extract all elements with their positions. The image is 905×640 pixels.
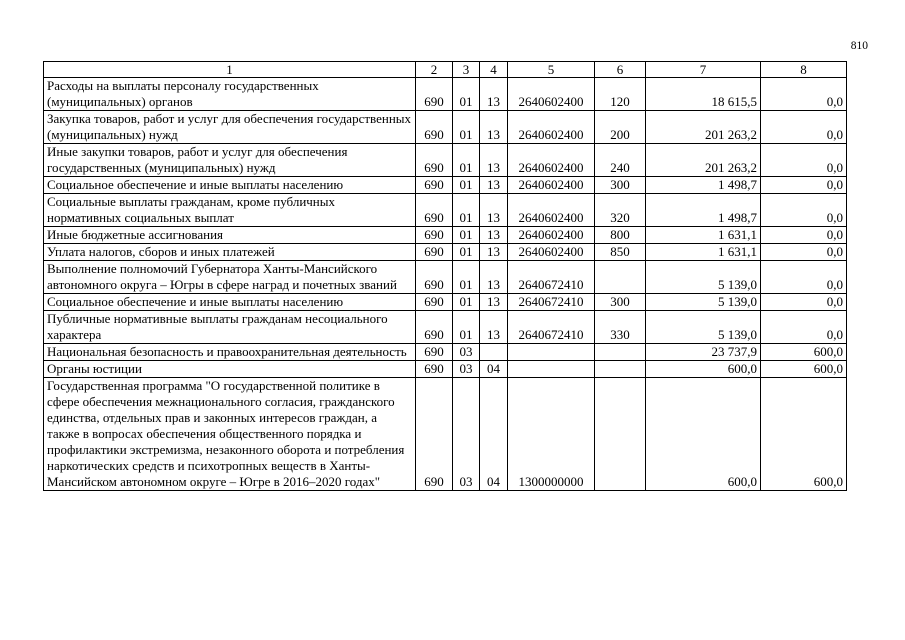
row-cell: 13 <box>480 244 508 261</box>
table-row <box>44 261 847 294</box>
row-cell <box>595 378 646 491</box>
row-cell: 600,0 <box>761 378 847 491</box>
row-cell: 13 <box>480 111 508 144</box>
column-header: 4 <box>480 62 508 78</box>
row-cell: 690 <box>416 378 453 491</box>
row-name-cell: Органы юстиции <box>44 361 416 378</box>
row-cell: 690 <box>416 294 453 311</box>
row-cell: 0,0 <box>761 111 847 144</box>
row-cell: 690 <box>416 144 453 177</box>
row-cell: 03 <box>453 344 480 361</box>
row-cell <box>508 344 595 361</box>
table-row <box>44 311 847 344</box>
row-cell: 690 <box>416 261 453 294</box>
row-cell: 0,0 <box>761 144 847 177</box>
table-row <box>44 78 847 111</box>
row-cell: 01 <box>453 227 480 244</box>
row-cell: 300 <box>595 294 646 311</box>
row-cell: 04 <box>480 361 508 378</box>
table-row <box>44 344 847 361</box>
row-cell: 01 <box>453 111 480 144</box>
row-cell: 23 737,9 <box>646 344 761 361</box>
row-name-cell: Закупка товаров, работ и услуг для обеспечения государственных (муниципальных) нужд <box>44 111 416 144</box>
row-cell: 2640672410 <box>508 311 595 344</box>
row-cell: 600,0 <box>761 361 847 378</box>
budget-table <box>43 61 847 491</box>
table-row <box>44 361 847 378</box>
row-cell: 201 263,2 <box>646 144 761 177</box>
row-cell: 200 <box>595 111 646 144</box>
row-cell: 2640602400 <box>508 78 595 111</box>
row-cell: 2640602400 <box>508 244 595 261</box>
row-cell: 13 <box>480 311 508 344</box>
column-header: 7 <box>646 62 761 78</box>
row-cell: 2640602400 <box>508 177 595 194</box>
row-cell: 03 <box>453 361 480 378</box>
row-cell: 0,0 <box>761 194 847 227</box>
row-cell: 01 <box>453 294 480 311</box>
column-header: 5 <box>508 62 595 78</box>
row-cell: 690 <box>416 194 453 227</box>
row-name-cell: Уплата налогов, сборов и иных платежей <box>44 244 416 261</box>
row-cell: 690 <box>416 78 453 111</box>
column-header: 3 <box>453 62 480 78</box>
column-header: 8 <box>761 62 847 78</box>
row-name-cell: Выполнение полномочий Губернатора Ханты-Мансийского автономного округа – Югры в сфере наград и почетных званий <box>44 261 416 294</box>
table-header-row <box>44 62 847 78</box>
table-row <box>44 111 847 144</box>
row-cell: 600,0 <box>761 344 847 361</box>
row-cell: 5 139,0 <box>646 294 761 311</box>
row-cell: 1 498,7 <box>646 177 761 194</box>
page-number: 810 <box>850 40 868 52</box>
table-row <box>44 294 847 311</box>
row-cell: 01 <box>453 78 480 111</box>
row-cell <box>595 361 646 378</box>
row-cell: 01 <box>453 194 480 227</box>
row-cell: 03 <box>453 378 480 491</box>
row-cell: 2640602400 <box>508 227 595 244</box>
row-cell: 13 <box>480 194 508 227</box>
row-cell: 2640602400 <box>508 194 595 227</box>
row-cell: 690 <box>416 311 453 344</box>
row-cell: 18 615,5 <box>646 78 761 111</box>
row-name-cell: Социальные выплаты гражданам, кроме публичных нормативных социальных выплат <box>44 194 416 227</box>
row-cell: 0,0 <box>761 78 847 111</box>
row-cell: 0,0 <box>761 311 847 344</box>
row-cell: 5 139,0 <box>646 311 761 344</box>
row-name-cell: Иные бюджетные ассигнования <box>44 227 416 244</box>
row-cell: 690 <box>416 244 453 261</box>
row-cell <box>595 261 646 294</box>
table-row <box>44 144 847 177</box>
row-cell: 0,0 <box>761 177 847 194</box>
row-cell: 2640602400 <box>508 144 595 177</box>
row-cell: 01 <box>453 261 480 294</box>
row-cell: 320 <box>595 194 646 227</box>
row-cell: 01 <box>453 244 480 261</box>
row-name-cell: Социальное обеспечение и иные выплаты населению <box>44 177 416 194</box>
row-cell: 1 631,1 <box>646 227 761 244</box>
table-row <box>44 227 847 244</box>
row-cell: 0,0 <box>761 294 847 311</box>
row-cell: 01 <box>453 177 480 194</box>
row-cell: 850 <box>595 244 646 261</box>
row-cell: 13 <box>480 177 508 194</box>
column-header: 1 <box>44 62 416 78</box>
row-cell: 5 139,0 <box>646 261 761 294</box>
row-cell <box>480 344 508 361</box>
row-cell: 800 <box>595 227 646 244</box>
row-cell: 120 <box>595 78 646 111</box>
row-name-cell: Социальное обеспечение и иные выплаты населению <box>44 294 416 311</box>
row-cell: 300 <box>595 177 646 194</box>
row-cell: 0,0 <box>761 244 847 261</box>
row-cell: 690 <box>416 111 453 144</box>
row-cell: 690 <box>416 227 453 244</box>
row-name-cell: Национальная безопасность и правоохранительная деятельность <box>44 344 416 361</box>
row-name-cell: Расходы на выплаты персоналу государственных (муниципальных) органов <box>44 78 416 111</box>
row-cell: 2640602400 <box>508 111 595 144</box>
column-header: 2 <box>416 62 453 78</box>
row-cell: 2640672410 <box>508 294 595 311</box>
row-name-cell: Публичные нормативные выплаты гражданам несоциального характера <box>44 311 416 344</box>
row-cell <box>508 361 595 378</box>
row-cell: 201 263,2 <box>646 111 761 144</box>
row-cell: 13 <box>480 144 508 177</box>
row-name-cell: Государственная программа "О государственной политике в сфере обеспечения межнационального согласия, гражданского единства, отдельных прав и законных интересов граждан, а также в вопросах обеспечения общественного порядка и профилактики экстремизма, незаконного оборота и потребления наркотических средств и психотропных веществ в Ханты-Мансийском автономном округе – Югре в 2016–2020 годах" <box>44 378 416 491</box>
table-row <box>44 177 847 194</box>
row-cell: 1 631,1 <box>646 244 761 261</box>
row-cell: 13 <box>480 227 508 244</box>
row-cell <box>595 344 646 361</box>
row-cell: 01 <box>453 311 480 344</box>
row-cell: 13 <box>480 261 508 294</box>
row-cell: 13 <box>480 78 508 111</box>
row-cell: 1 498,7 <box>646 194 761 227</box>
row-cell: 0,0 <box>761 227 847 244</box>
row-cell: 2640672410 <box>508 261 595 294</box>
row-cell: 0,0 <box>761 261 847 294</box>
row-cell: 240 <box>595 144 646 177</box>
row-cell: 04 <box>480 378 508 491</box>
row-cell: 690 <box>416 361 453 378</box>
row-cell: 600,0 <box>646 361 761 378</box>
row-cell: 1300000000 <box>508 378 595 491</box>
table-row <box>44 378 847 491</box>
row-cell: 690 <box>416 344 453 361</box>
row-cell: 13 <box>480 294 508 311</box>
table-row <box>44 194 847 227</box>
row-cell: 690 <box>416 177 453 194</box>
row-name-cell: Иные закупки товаров, работ и услуг для обеспечения государственных (муниципальных) нужд <box>44 144 416 177</box>
table-row <box>44 244 847 261</box>
row-cell: 01 <box>453 144 480 177</box>
row-cell: 600,0 <box>646 378 761 491</box>
column-header: 6 <box>595 62 646 78</box>
row-cell: 330 <box>595 311 646 344</box>
